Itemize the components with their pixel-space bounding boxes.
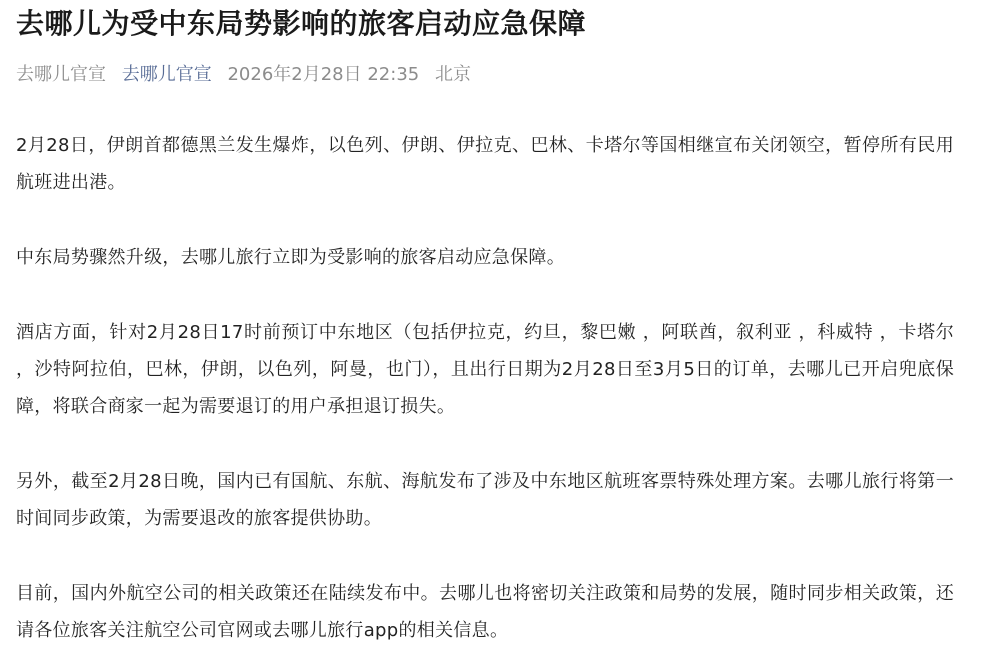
publish-datetime: 2026年2月28日 22:35 [227, 64, 420, 85]
publish-location: 北京 [434, 64, 471, 85]
paragraph: 另外，截至2月28日晚，国内已有国航、东航、海航发布了涉及中东地区航班客票特殊处理方案。去哪儿旅行将第一时间同步政策，为需要退改的旅客提供协助。 [16, 471, 954, 529]
article-title: 去哪儿为受中东局势影响的旅客启动应急保障 [16, 7, 587, 40]
paragraph: 酒店方面，针对2月28日17时前预订中东地区（包括伊拉克，约旦，黎巴嫩 ，阿联酋，叙利亚 ，科威特 ，卡塔尔 ，沙特阿拉伯，巴林，伊朗，以色列，阿曼，也门），且出行日期为2月28日至3月5日的订单，去哪儿已开启兜底保障，将联合商家一起为需要退订的用户承担退订损失。 [16, 322, 954, 417]
paragraph: 目前，国内外航空公司的相关政策还在陆续发布中。去哪儿也将密切关注政策和局势的发展，随时同步相关政策，还请各位旅客关注航空公司官网或去哪儿旅行app的相关信息。 [16, 583, 954, 641]
account-name-link[interactable]: 去哪儿官宣 [121, 64, 212, 85]
article-content [16, 127, 954, 649]
paragraph: 中东局势骤然升级，去哪儿旅行立即为受影响的旅客启动应急保障。 [16, 247, 565, 268]
author-name: 去哪儿官宣 [16, 64, 106, 85]
article-meta [16, 61, 954, 89]
paragraph: 2月28日，伊朗首都德黑兰发生爆炸，以色列、伊朗、伊拉克、巴林、卡塔尔等国相继宣布关闭领空，暂停所有民用航班进出港。 [16, 135, 954, 193]
